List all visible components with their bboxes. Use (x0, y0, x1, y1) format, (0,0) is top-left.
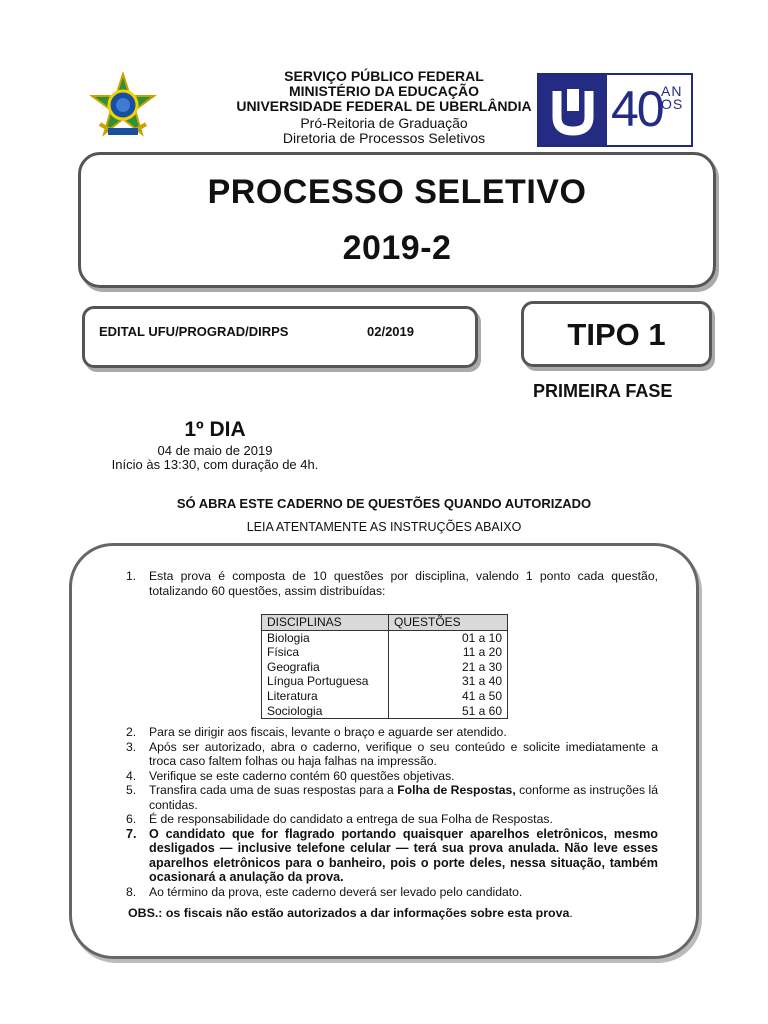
table-cell: Física (262, 645, 389, 660)
header-directorate-line: Diretoria de Processos Seletivos (282, 130, 486, 146)
header-prorectory-line: Pró-Reitoria de Graduação (300, 115, 468, 131)
header-ministry-line: MINISTÉRIO DA EDUCAÇÃO (288, 83, 480, 99)
instruction-item (126, 812, 658, 827)
instruction-text: Verifique se este caderno contém 60 questões objetivas. (149, 768, 455, 783)
table-cell: Biologia (262, 630, 389, 645)
instruction-text: Esta prova é composta de 10 questões por disciplina, valendo 1 ponto cada questão, totalizando 60 questões, assim distribuídas: (149, 569, 658, 598)
instruction-text: É de responsabilidade do candidato a entrega de sua Folha de Respostas. (149, 812, 553, 826)
disciplines-table (261, 614, 508, 719)
instruction-number: 7. (126, 826, 137, 841)
page-title: PROCESSO SELETIVO (207, 173, 587, 211)
table-cell: Geografia (262, 660, 389, 675)
observation-note (128, 906, 573, 920)
table-cell: Literatura (262, 689, 389, 704)
tipo-label: TIPO 1 (567, 317, 666, 352)
instruction-text: Após ser autorizado, abra o caderno, verifique o seu conteúdo e solicite imediatamente a troca caso faltem folhas ou haja falhas na impressão. (149, 739, 658, 768)
logo-number: 40 (611, 81, 663, 137)
table-row (262, 630, 508, 645)
instruction-text: O candidato que for flagrado portando quaisquer aparelhos eletrônicos, mesmo desligados — inclusive telefone celular — terá sua prova anulada. Não leve esses aparelhos eletrônicos para o banheiro, pois o porte deles, nessa situação, também ocasionará a anulação da prova. (149, 826, 658, 884)
tipo-box (521, 301, 712, 367)
instruction-number: 5. (126, 783, 137, 797)
instruction-number: 3. (126, 739, 137, 754)
exam-time: Início às 13:30, com duração de 4h. (111, 457, 319, 472)
table-cell: 31 a 40 (389, 674, 508, 689)
open-warning: SÓ ABRA ESTE CADERNO DE QUESTÕES QUANDO AUTORIZADO (176, 496, 592, 511)
logo-word: ANOS (661, 83, 684, 112)
instruction-item (126, 769, 658, 784)
instruction-item (126, 885, 658, 900)
header-service-line: SERVIÇO PÚBLICO FEDERAL (284, 68, 484, 84)
table-row (262, 674, 508, 689)
instruction-number: 2. (126, 725, 137, 739)
day-title: 1º DIA (184, 418, 246, 441)
instruction-item (126, 740, 658, 769)
table-cell: 01 a 10 (389, 630, 508, 645)
header-university-line: UNIVERSIDADE FEDERAL DE UBERLÂNDIA (236, 98, 532, 114)
page-title-year: 2019-2 (342, 229, 452, 267)
read-instructions: LEIA ATENTAMENTE AS INSTRUÇÕES ABAIXO (246, 520, 522, 534)
instruction-text-pre: Transfira cada uma de suas respostas para a (149, 783, 398, 797)
observation-end: . (569, 906, 573, 920)
instruction-text: Para se dirigir aos fiscais, levante o braço e aguarde ser atendido. (149, 725, 507, 739)
instruction-number: 8. (126, 884, 137, 899)
table-row (262, 660, 508, 675)
instruction-number: 1. (126, 569, 137, 583)
phase-label: PRIMEIRA FASE (533, 381, 673, 401)
edital-number: 02/2019 (367, 324, 414, 339)
instruction-text-post: conforme as instruções lá contidas. (149, 783, 658, 812)
instruction-text-bold: Folha de Respostas, (397, 783, 516, 797)
instruction-item-warning (126, 827, 658, 885)
instruction-number: 4. (126, 768, 137, 783)
instruction-number: 6. (126, 812, 137, 826)
table-header-row (262, 615, 508, 631)
title-box (78, 152, 716, 288)
instructions-list-part1 (126, 569, 658, 598)
instruction-text: Ao término da prova, este caderno deverá ser levado pelo candidato. (149, 884, 523, 899)
instructions-list-part2 (126, 725, 658, 899)
table-cell: 21 a 30 (389, 660, 508, 675)
instruction-item (126, 783, 658, 812)
table-row (262, 704, 508, 719)
edital-box (82, 306, 478, 368)
table-cell: 11 a 20 (389, 645, 508, 660)
instruction-item (126, 569, 658, 598)
exam-date: 04 de maio de 2019 (157, 443, 273, 458)
table-cell: 51 a 60 (389, 704, 508, 719)
table-header: QUESTÕES (389, 615, 508, 631)
table-header: DISCIPLINAS (262, 615, 389, 631)
table-row (262, 645, 508, 660)
observation-text: OBS.: os fiscais não estão autorizados a dar informações sobre esta prova (128, 906, 570, 920)
edital-label: EDITAL UFU/PROGRAD/DIRPS (99, 324, 289, 339)
instruction-item (126, 725, 658, 740)
table-row (262, 689, 508, 704)
ufu-40-anos-logo (537, 73, 693, 147)
table-cell: Língua Portuguesa (262, 674, 389, 689)
table-cell: 41 a 50 (389, 689, 508, 704)
table-cell: Sociologia (262, 704, 389, 719)
disciplines-table-wrap (261, 614, 508, 719)
